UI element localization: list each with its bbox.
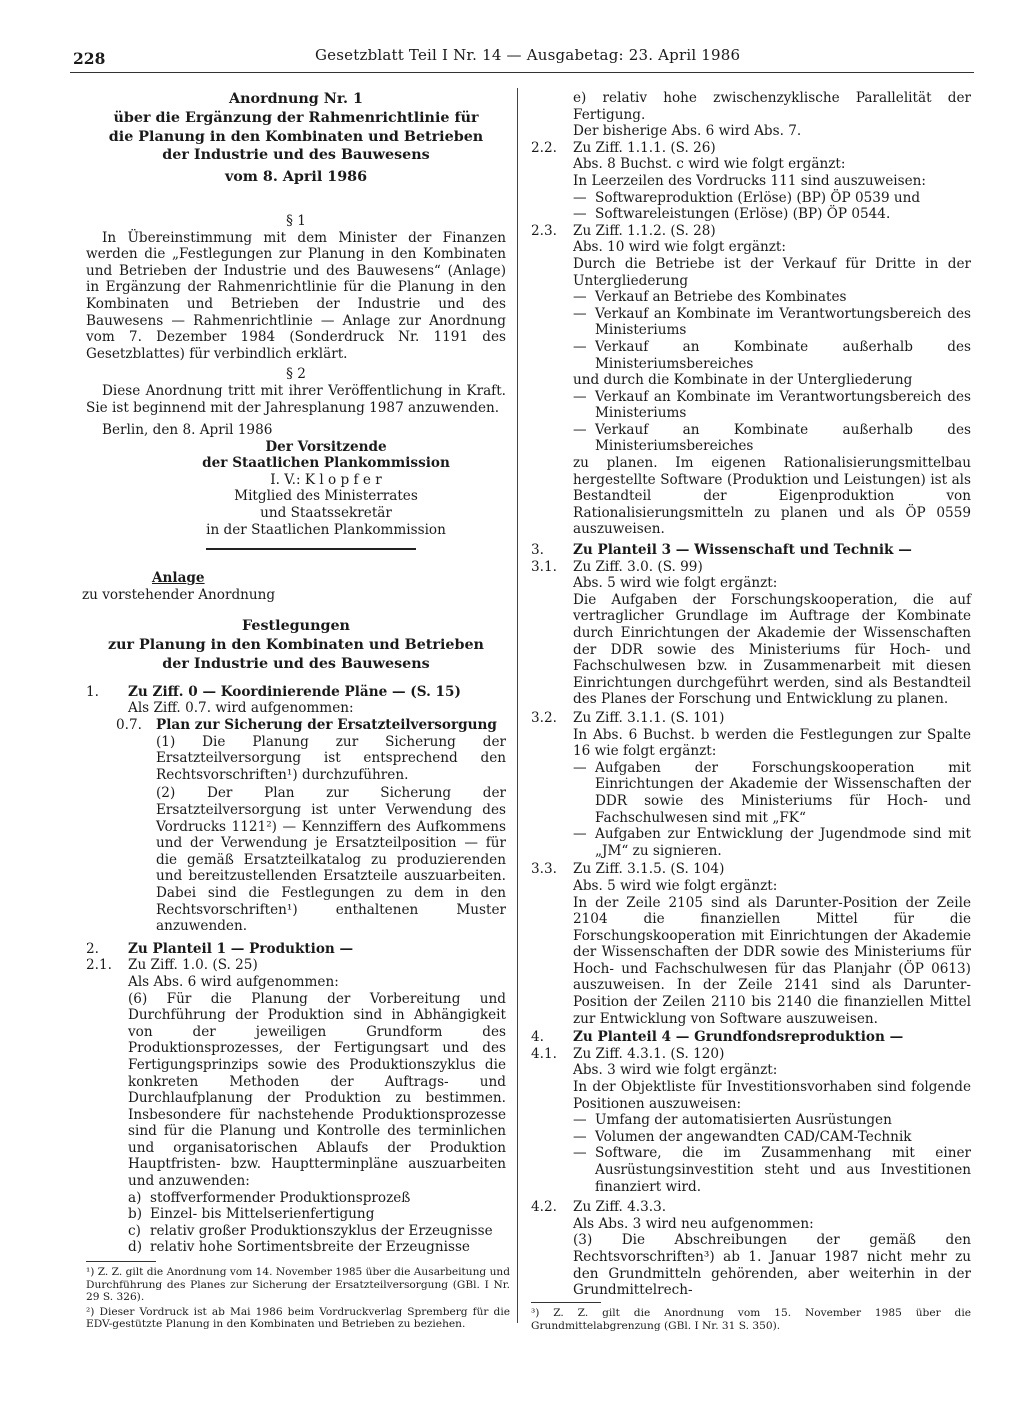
dash-item: — Verkauf an Kombinate im Verantwortungsbereich des Ministeriums: [573, 388, 971, 422]
item-0-7: [86, 717, 506, 734]
header-rule: [70, 72, 974, 73]
dash-item: — Verkauf an Kombinate im Verantwortungsbereich des Ministeriums: [573, 305, 971, 339]
item-heading: Zu Ziff. 3.1.5. (S. 104): [573, 861, 725, 878]
item-subline: Abs. 5 wird wie folgt ergänzt:: [573, 877, 778, 894]
signature-line: I. V.: K l o p f e r: [270, 471, 382, 488]
dash-text: Aufgaben der Forschungskooperation mit Einrichtungen der Akademie der Wissenschaften der DDR sowie des Ministeriums für Hoch- und Fachschulwesen sind mit „FK“: [595, 759, 971, 826]
list-item: e) relativ hohe zwischenzyklische Parallelität der Fertigung.: [573, 90, 971, 123]
place-date: Berlin, den 8. April 1986: [102, 422, 273, 439]
item-subline: Abs. 3 wird wie folgt ergänzt:: [573, 1062, 778, 1079]
dash-text: Softwareproduktion (Erlöse) (BP) ÖP 0539 und: [595, 189, 921, 206]
dash-item: — Verkauf an Kombinate außerhalb des Ministeriumsbereiches: [573, 338, 971, 372]
item-number: 3.3.: [531, 861, 557, 878]
dash-text: Verkauf an Kombinate außerhalb des Ministeriumsbereiches: [595, 421, 971, 455]
item-heading: Zu Ziff. 3.0. (S. 99): [573, 558, 703, 575]
dash-text: Verkauf an Betriebe des Kombinates: [595, 289, 847, 306]
running-title: Gesetzblatt Teil I Nr. 14 — Ausgabetag: 23. April 1986: [315, 46, 741, 64]
dash-text: Software, die im Zusammenhang mit einer Ausrüstungsinvestition steht und aus Investitionen finanziert wird.: [595, 1145, 971, 1195]
title-line: der Industrie und des Bauwesens: [162, 656, 430, 673]
dash-item: — Softwareleistungen (Erlöse) (BP) ÖP 0544.: [573, 206, 971, 223]
item-number: 4.2.: [531, 1199, 557, 1216]
dash-item: — Softwareproduktion (Erlöse) (BP) ÖP 0539 und: [573, 190, 971, 207]
dash-item: — Aufgaben der Forschungskooperation mit Einrichtungen der Akademie der Wissenschaften der DDR sowie des Ministeriums für Hoch- und Fachschulwesen sind mit „FK“: [573, 759, 971, 826]
section-2-text: Diese Anordnung tritt mit ihrer Veröffentlichung in Kraft. Sie ist beginnend mit der Jahresplanung 1987 anzuwenden.: [86, 382, 506, 416]
dash-text: Aufgaben zur Entwicklung der Jugendmode sind mit „JM“ zu signieren.: [595, 826, 971, 859]
dash-text: Verkauf an Kombinate im Verantwortungsbereich des Ministeriums: [595, 305, 971, 339]
dash-item: — Volumen der angewandten CAD/CAM-Technik: [573, 1129, 971, 1146]
list-text: stoffverformender Produktionsprozeß: [150, 1189, 411, 1206]
dash-text: Volumen der angewandten CAD/CAM-Technik: [595, 1128, 912, 1145]
page-number: 228: [73, 49, 106, 68]
signature-line: Der Vorsitzende: [265, 438, 387, 455]
paragraph: (6) Für die Planung der Vorbereitung und Durchführung der Produktion sind in Abhängigkeit von der jeweiligen Grundform des Produktionsprozesses, der Fertigungsart und des Fertigungsprinzips sowie des Produktionszyklus die konkreten Methoden der Auftrags- und Durchlaufplanung der Produktion zu bestimmen. Insbesondere für nachstehende Produktionsprozesse sind für die Planung und Kontrolle des terminlichen und organisatorischen Ablaufs der Produktion Hauptfristen- bzw. Hauptterminpläne auszuarbeiten und anzuwenden:: [128, 990, 506, 1190]
dash-text: Verkauf an Kombinate außerhalb des Ministeriumsbereiches: [595, 338, 971, 372]
item-number: 4.1.: [531, 1045, 557, 1062]
item-number: 3.2.: [531, 709, 557, 726]
footnote: ³) Z. Z. gilt die Anordnung vom 15. November 1985 über die Grundmittelabgrenzung (GBl. I Nr. 31 S. 350).: [531, 1307, 971, 1332]
dash-text: Umfang der automatisierten Ausrüstungen: [595, 1112, 892, 1129]
item-subline: Als Ziff. 0.7. wird aufgenommen:: [128, 700, 354, 717]
signature-line: und Staatssekretär: [260, 505, 392, 522]
item-heading: Zu Ziff. 3.1.1. (S. 101): [573, 709, 725, 726]
section-1-text: In Übereinstimmung mit dem Minister der Finanzen werden die „Festlegungen zur Planung in den Kombinaten und Betrieben der Industrie und des Bauwesens“ (Anlage) in Ergänzung der Rahmenrichtlinie für die Planung in den Kombinaten und Betrieben der Industrie und des Bauwesens — Rahmenrichtlinie — Anlage zur Anordnung vom 7. Dezember 1984 (Sonderdruck Nr. 1191 des Gesetzblattes) für verbindlich erklärt.: [86, 229, 506, 362]
title-line: die Planung in den Kombinaten und Betrieben: [108, 128, 484, 145]
list-marker: c): [128, 1222, 141, 1239]
paragraph: (2) Der Plan zur Sicherung der Ersatzteilversorgung ist unter Verwendung des Vordrucks 1121²) — Kennziffern des Aufkommens und der Verwendung je Ersatzteilposition — für die gemäß Ersatzteilkatalog zu produzierenden und bereitzustellenden Ersatzteile auszuarbeiten. Dabei sind die Festlegungen zu dem in den Rechtsvorschriften¹) enthaltenen Muster anzuwenden.: [156, 785, 506, 935]
footnote: ¹) Z. Z. gilt die Anordnung vom 14. November 1985 über die Ausarbeitung und Durchführung des Planes zur Sicherung der Ersatzteilversorgung (GBl. I Nr. 29 S. 326).: [86, 1266, 510, 1304]
paragraph: und durch die Kombinate in der Untergliederung: [573, 372, 913, 389]
list-text: Einzel- bis Mittelserienfertigung: [150, 1206, 375, 1223]
item-4: [531, 1029, 971, 1046]
item-heading: Zu Ziff. 4.3.3.: [573, 1199, 667, 1216]
item-heading: Zu Planteil 1 — Produktion —: [128, 940, 354, 957]
item-heading: Plan zur Sicherung der Ersatzteilversorgung: [156, 717, 497, 734]
signature-block: [146, 439, 506, 539]
right-column: [531, 90, 971, 1299]
item-4-2: [531, 1199, 971, 1216]
dash-item: — Verkauf an Betriebe des Kombinates: [573, 289, 971, 306]
item-2: [86, 941, 506, 958]
page-header: [73, 47, 973, 71]
dash-text: Verkauf an Kombinate im Verantwortungsbereich des Ministeriums: [595, 388, 971, 422]
dash-item: — Software, die im Zusammenhang mit einer Ausrüstungsinvestition steht und aus Investitionen finanziert wird.: [573, 1145, 971, 1195]
title-line: zur Planung in den Kombinaten und Betrieben: [108, 637, 484, 654]
item-3-2: [531, 710, 971, 727]
paragraph: In der Objektliste für Investitionsvorhaben sind folgende Positionen auszuweisen:: [573, 1079, 971, 1112]
paragraph: zu planen. Im eigenen Rationalisierungsmittelbau hergestellte Software (Produktion und Leistungen) ist als Bestandteil der Eigenproduktion von Rationalisierungsmitteln zu planen und als ÖP 0559 auszuweisen.: [573, 455, 971, 538]
item-subline: Abs. 8 Buchst. c wird wie folgt ergänzt:: [573, 156, 846, 173]
left-column: [82, 90, 506, 1256]
item-number: 2.1.: [86, 957, 112, 974]
paragraph: In der Zeile 2105 sind als Darunter-Position der Zeile 2104 die finanziellen Mittel für die Forschungskooperation mit Einrichtungen der Akademie der Wissenschaften der DDR sowie des Ministeriums für Hoch- und Fachschulwesen für das Planjahr (ÖP 0613) auszuweisen. In der Zeile 2141 sind als Darunter-Position der Zeilen 2110 bis 2140 die finanziellen Mittel zur Entwicklung von Software auszuweisen.: [573, 894, 971, 1027]
dash-text: Softwareleistungen (Erlöse) (BP) ÖP 0544.: [595, 206, 891, 223]
dash-item: — Aufgaben zur Entwicklung der Jugendmode sind mit „JM“ zu signieren.: [573, 826, 971, 859]
paragraph: (1) Die Planung zur Sicherung der Ersatzteilversorgung ist entsprechend den Rechtsvorschriften¹) durchzuführen.: [156, 733, 506, 783]
list-item: [86, 1206, 506, 1223]
list-text: relativ großer Produktionszyklus der Erzeugnisse: [150, 1222, 493, 1239]
festlegungen-title: [86, 617, 506, 673]
title-line: Anordnung Nr. 1: [229, 91, 363, 107]
dash-item: — Verkauf an Kombinate außerhalb des Ministeriumsbereiches: [573, 421, 971, 455]
item-2-3: [531, 223, 971, 240]
signature-line: der Staatlichen Plankommission: [202, 455, 450, 472]
paragraph: In Abs. 6 Buchst. b werden die Festlegungen zur Spalte 16 wie folgt ergänzt:: [573, 726, 971, 760]
footnote: ²) Dieser Vordruck ist ab Mai 1986 beim Vordruckverlag Spremberg für die EDV-gestützte Planung in den Kombinaten und Betrieben zu beziehen.: [86, 1305, 510, 1331]
left-footnotes: [86, 1255, 510, 1331]
list-item: [86, 1190, 506, 1207]
signature-rule: [206, 548, 416, 550]
item-number: 2.2.: [531, 139, 557, 156]
item-heading: Zu Ziff. 1.1.1. (S. 26): [573, 139, 716, 156]
item-2-1: [86, 957, 506, 974]
item-number: 3.: [531, 542, 544, 559]
item-heading: Zu Ziff. 1.0. (S. 25): [128, 957, 258, 974]
item-number: 1.: [86, 683, 99, 700]
item-subline: Als Abs. 6 wird aufgenommen:: [128, 973, 339, 990]
title-line: Festlegungen: [242, 618, 350, 635]
item-3-3: [531, 861, 971, 878]
title-line: über die Ergänzung der Rahmenrichtlinie für: [113, 109, 479, 126]
list-item: [86, 1223, 506, 1240]
item-number: 4.: [531, 1029, 544, 1046]
dash-item: — Umfang der automatisierten Ausrüstungen: [573, 1112, 971, 1129]
anlage-subtitle: zu vorstehender Anordnung: [82, 586, 276, 603]
title-line: der Industrie und des Bauwesens: [162, 147, 430, 164]
item-4-1: [531, 1046, 971, 1063]
item-heading: Zu Planteil 4 — Grundfondsreproduktion —: [573, 1029, 904, 1046]
item-3: [531, 542, 971, 559]
item-number: 3.1.: [531, 558, 557, 575]
paragraph: Die Aufgaben der Forschungskooperation, die auf vertraglicher Grundlage im Auftrage der Kombinate durch Einrichtungen der Akademie der Wissenschaften der DDR sowie des Ministeriums für Hoch- und Fachschulwesen bzw. in Zusammenarbeit mit diesen Einrichtungen durchgeführt werden, sind als Bestandteil des Planes der Forschung und Entwicklung zu planen.: [573, 591, 971, 708]
item-number: 2.3.: [531, 222, 557, 239]
section-mark-2: § 2: [286, 366, 306, 383]
list-marker: d): [128, 1239, 143, 1256]
item-heading: Zu Ziff. 0 — Koordinierende Pläne — (S. 15): [128, 683, 461, 700]
paragraph: (3) Die Abschreibungen der gemäß den Rechtsvorschriften³) ab 1. Januar 1987 nicht mehr zu den Grundmitteln gehörenden, aber weiterhin in der Grundmittelrech-: [573, 1232, 971, 1299]
item-1: [86, 684, 506, 701]
item-heading: Zu Planteil 3 — Wissenschaft und Technik —: [573, 542, 912, 559]
section-mark-1: § 1: [286, 212, 306, 229]
footnote-rule: [86, 1261, 156, 1262]
list-marker: b): [128, 1206, 143, 1223]
list-marker: a): [128, 1189, 142, 1206]
item-number: 2.: [86, 940, 99, 957]
paragraph: Durch die Betriebe ist der Verkauf für Dritte in der Untergliederung: [573, 255, 971, 289]
signature-line: Mitglied des Ministerrates: [234, 488, 418, 505]
signature-line: in der Staatlichen Plankommission: [206, 521, 446, 538]
paragraph: In Leerzeilen des Vordrucks 111 sind auszuweisen:: [573, 172, 926, 189]
column-divider: [517, 88, 518, 1323]
decree-title: [86, 90, 506, 187]
anlage-heading: Anlage: [152, 570, 205, 587]
item-subline: Abs. 10 wird wie folgt ergänzt:: [573, 239, 786, 256]
paragraph: Der bisherige Abs. 6 wird Abs. 7.: [573, 123, 802, 140]
title-line: vom 8. April 1986: [224, 169, 368, 186]
item-2-2: [531, 140, 971, 157]
footnote-rule: [531, 1302, 601, 1303]
item-heading: Zu Ziff. 1.1.2. (S. 28): [573, 222, 716, 239]
item-subline: Als Abs. 3 wird neu aufgenommen:: [573, 1215, 814, 1232]
right-footnotes: [531, 1296, 971, 1332]
item-subline: Abs. 5 wird wie folgt ergänzt:: [573, 575, 778, 592]
list-item: [86, 1239, 506, 1256]
item-number: 0.7.: [116, 717, 142, 734]
item-3-1: [531, 559, 971, 576]
item-heading: Zu Ziff. 4.3.1. (S. 120): [573, 1045, 725, 1062]
list-text: relativ hohe Sortimentsbreite der Erzeugnisse: [150, 1239, 470, 1256]
